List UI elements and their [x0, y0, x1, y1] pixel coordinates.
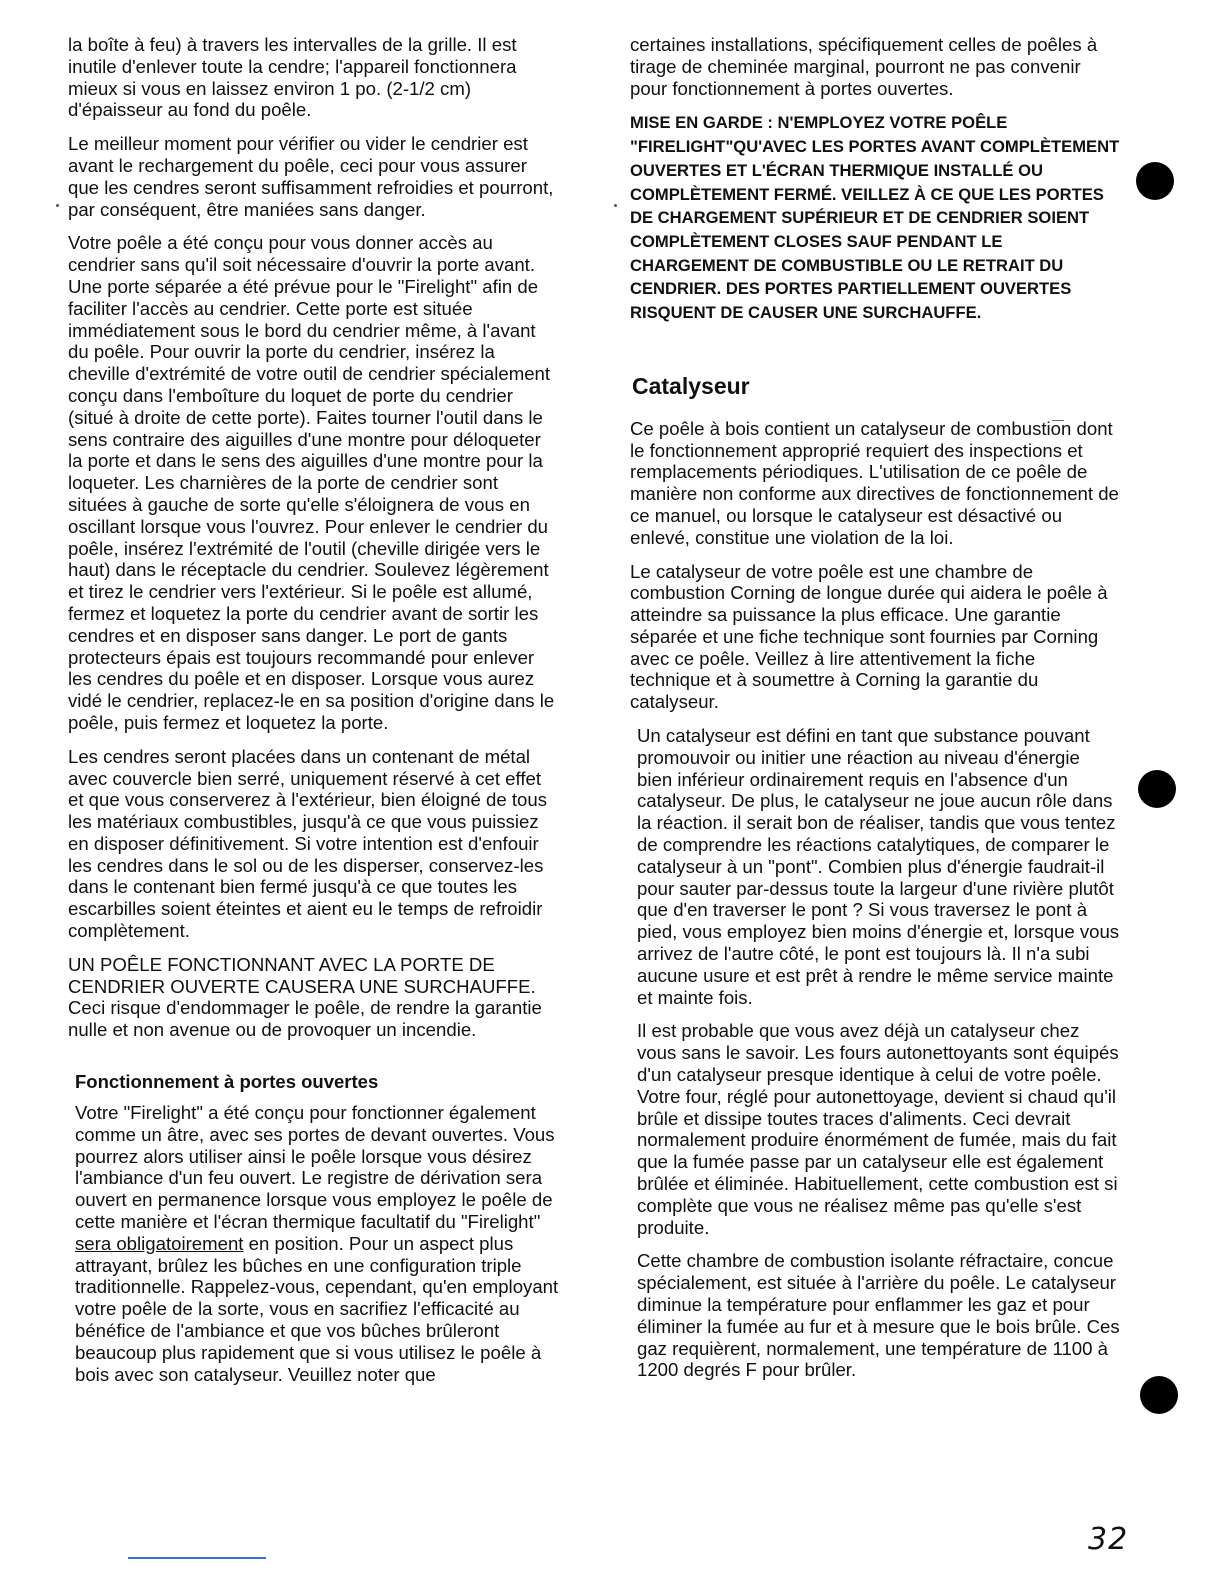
text-run: en position. Pour un aspect plus attrayant, brûlez les bûches en une configuration triple traditionnelle. Rappelez-vous, cependant, qu'en employant votre poêle de la sorte, vous en sacrifiez l'efficacité au bénéfice de l'ambiance et que vos bûches brûleront beaucoup plus rapidement que si vous utilisez le poêle à bois avec son catalyseur. Veuillez noter que — [75, 1232, 559, 1385]
right-column — [630, 34, 1120, 1393]
section-heading-catalyseur: Catalyseur — [632, 372, 750, 399]
paragraph-overheat-notice: UN POÊLE FONCTIONNANT AVEC LA PORTE DE CENDRIER OUVERTE CAUSERA UNE SURCHAUFFE. Ceci risque d'endommager le poêle, de rendre la garantie nulle et non avenue ou de provoquer un incendie. — [68, 953, 542, 1041]
paragraph: Un catalyseur est défini en tant que substance pouvant promouvoir ou initier une réaction au niveau d'énergie bien inférieur ordinairement requis en l'absence d'un catalyseur. De plus, le catalyseur ne joue aucun rôle dans la réaction. il serait bon de réaliser, tandis que vous tentez de comprendre les réactions catalytiques, de comparer le catalyseur à un "pont". Combien plus d'énergie faudrait-il pour sauter par-dessus toute la largeur d'une rivière plutôt que d'en traverser le pont ? Si vous traversez le pont à pied, vous employez bien moins d'énergie et, lorsque vous arrivez de l'autre côté, le pont est toujours là. Il n'a subi aucune usure et est prêt à rendre le même service mainte et mainte fois. — [637, 725, 1120, 1008]
paragraph: Le catalyseur de votre poêle est une chambre de combustion Corning de longue durée qui aidera le poêle à atteindre sa puissance la plus efficace. Une garantie séparée et une fiche technique sont fournies par Corning avec ce poêle. Veillez à lire attentivement la fiche technique et à soumettre à Corning la garantie du catalyseur. — [630, 560, 1108, 713]
paragraph: Il est probable que vous avez déjà un catalyseur chez vous sans le savoir. Les fours autonettoyants sont équipés d'un catalyseur presque identique à celui de votre poêle. Votre four, réglé pour autonettoyage, devient si chaud qu'il brûle et dissipe toutes traces d'aliments. Ceci devrait normalement produire énormément de fumée, mais du fait que la fumée passe par un catalyseur elle est également brûlée et éliminée. Habituellement, cette combustion est si complète que vous ne réalisez même pas qu'elle s'est produite. — [637, 1020, 1119, 1238]
paragraph: la boîte à feu) à travers les intervalles de la grille. Il est inutile d'enlever toute la cendre; l'appareil fonctionnera mieux si vous en laissez environ 1 po. (2-1/2 cm) d'épaisseur au fond du poêle. — [68, 34, 517, 121]
paragraph: Le meilleur moment pour vérifier ou vider le cendrier est avant le rechargement du poêle, ceci pour vous assurer que les cendres seront suffisamment refroidies et pourront, par conséquent, être maniées sans danger. — [68, 133, 554, 220]
paragraph: Cette chambre de combustion isolante réfractaire, concue spécialement, est située à l'arrière du poêle. Le catalyseur diminue la température pour enflammer les gaz et pour éliminer la fumée au fur et à mesure que le bois brûle. Ces gaz requièrent, normalement, une température de 1100 à 1200 degrés F pour brûler. — [637, 1250, 1120, 1381]
underlined-text: sera obligatoirement — [75, 1232, 244, 1254]
paragraph: Ce poêle à bois contient un catalyseur de combustion dont le fonctionnement approprié requiert des inspections et remplacements périodiques. L'utilisation de ce poêle de manière non conforme aux directives de fonctionnement de ce manuel, ou lorsque le catalyseur est désactivé ou enlevé, constitue une violation de la loi. — [630, 417, 1119, 548]
binder-hole-icon — [1138, 770, 1176, 808]
scan-mark — [1052, 404, 1064, 421]
binder-hole-icon — [1140, 1376, 1178, 1414]
caution-warning: MISE EN GARDE : N'EMPLOYEZ VOTRE POÊLE "FIRELIGHT"QU'AVEC LES PORTES AVANT COMPLÈTEMENT OUVERTES ET L'ÉCRAN THERMIQUE INSTALLÉ OU COMPLÈTEMENT FERMÉ. VEILLEZ À CE QUE LES PORTES DE CHARGEMENT SUPÉRIEUR ET DE CENDRIER SOIENT COMPLÈTEMENT CLOSES SAUF PENDANT LE CHARGEMENT DE COMBUSTIBLE OU LE RETRAIT DU CENDRIER. DES PORTES PARTIELLEMENT OUVERTES RISQUENT DE CAUSER UNE SURCHAUFFE. — [630, 113, 1120, 323]
binder-hole-icon — [1136, 162, 1174, 200]
text-run: Votre "Firelight" a été conçu pour fonctionner également comme un âtre, avec ses portes de devant ouvertes. Vous pourrez alors utiliser ainsi le poêle lorsque vous désirez l'ambiance d'un feu ouvert. Le registre de dérivation sera ouvert en permanence lorsque vous employez le poêle de cette manière et l'écran thermique facultatif du "Firelight" — [75, 1102, 555, 1233]
paragraph: certaines installations, spécifiquement celles de poêles à tirage de cheminée marginal, pourront ne pas convenir pour fonctionnement à portes ouvertes. — [630, 34, 1098, 99]
subheading-open-doors: Fonctionnement à portes ouvertes — [75, 1071, 379, 1093]
page-number: 32 — [1088, 1522, 1129, 1557]
left-column — [68, 34, 560, 1397]
scan-speck — [614, 204, 617, 207]
paragraph: Les cendres seront placées dans un contenant de métal avec couvercle bien serré, uniquement réservé à cet effet et que vous conserverez à l'extérieur, bien éloigné de tous les matériaux combustibles, jusqu'à ce que vous puissiez en disposer définitivement. Si votre intention est d'enfouir les cendres dans le sol ou de les disperser, conservez-les dans le contenant bien fermé jusqu'à ce que toutes les escarbilles soient éteintes et aient eu le temps de refroidir complètement. — [68, 745, 548, 942]
paragraph-open-doors — [75, 1102, 560, 1385]
paragraph: Votre poêle a été conçu pour vous donner accès au cendrier sans qu'il soit nécessaire d'ouvrir la porte avant. Une porte séparée a été prévue pour le "Firelight" afin de faciliter l'accès au cendrier. Cette porte est située immédiatement sous le bord du cendrier même, à l'avant du poêle. Pour ouvrir la porte du cendrier, insérez la cheville d'extrémité de votre outil de cendrier spécialement conçu dans l'emboîture du loquet de porte du cendrier (situé à droite de cette porte). Faites tourner l'outil dans le sens contraire des aiguilles d'une montre pour déloqueter la porte et dans le sens des aiguilles d'une montre pour la loqueter. Les charnières de la porte de cendrier sont situées à gauche de sorte qu'elle s'éloignera de vous en oscillant lorsque vous l'ouvrez. Pour enlever le cendrier du poêle, insérez l'extrémité de l'outil (cheville dirigée vers le haut) dans le réceptacle du cendrier. Soulevez légèrement et tirez le cendrier vers l'extérieur. Si le poêle est allumé, fermez et loquetez la porte du cendrier avant de sortir les cendres et en disposer sans danger. Le port de gants protecteurs épais est toujours recommandé pour enlever les cendres du poêle et en disposer. Lorsque vous aurez vidé le cendrier, replacez-le en sa position d'origine dans le poêle, puis fermez et loquetez la porte. — [68, 232, 555, 733]
scan-speck — [56, 204, 59, 207]
footnote-rule — [128, 1557, 266, 1559]
